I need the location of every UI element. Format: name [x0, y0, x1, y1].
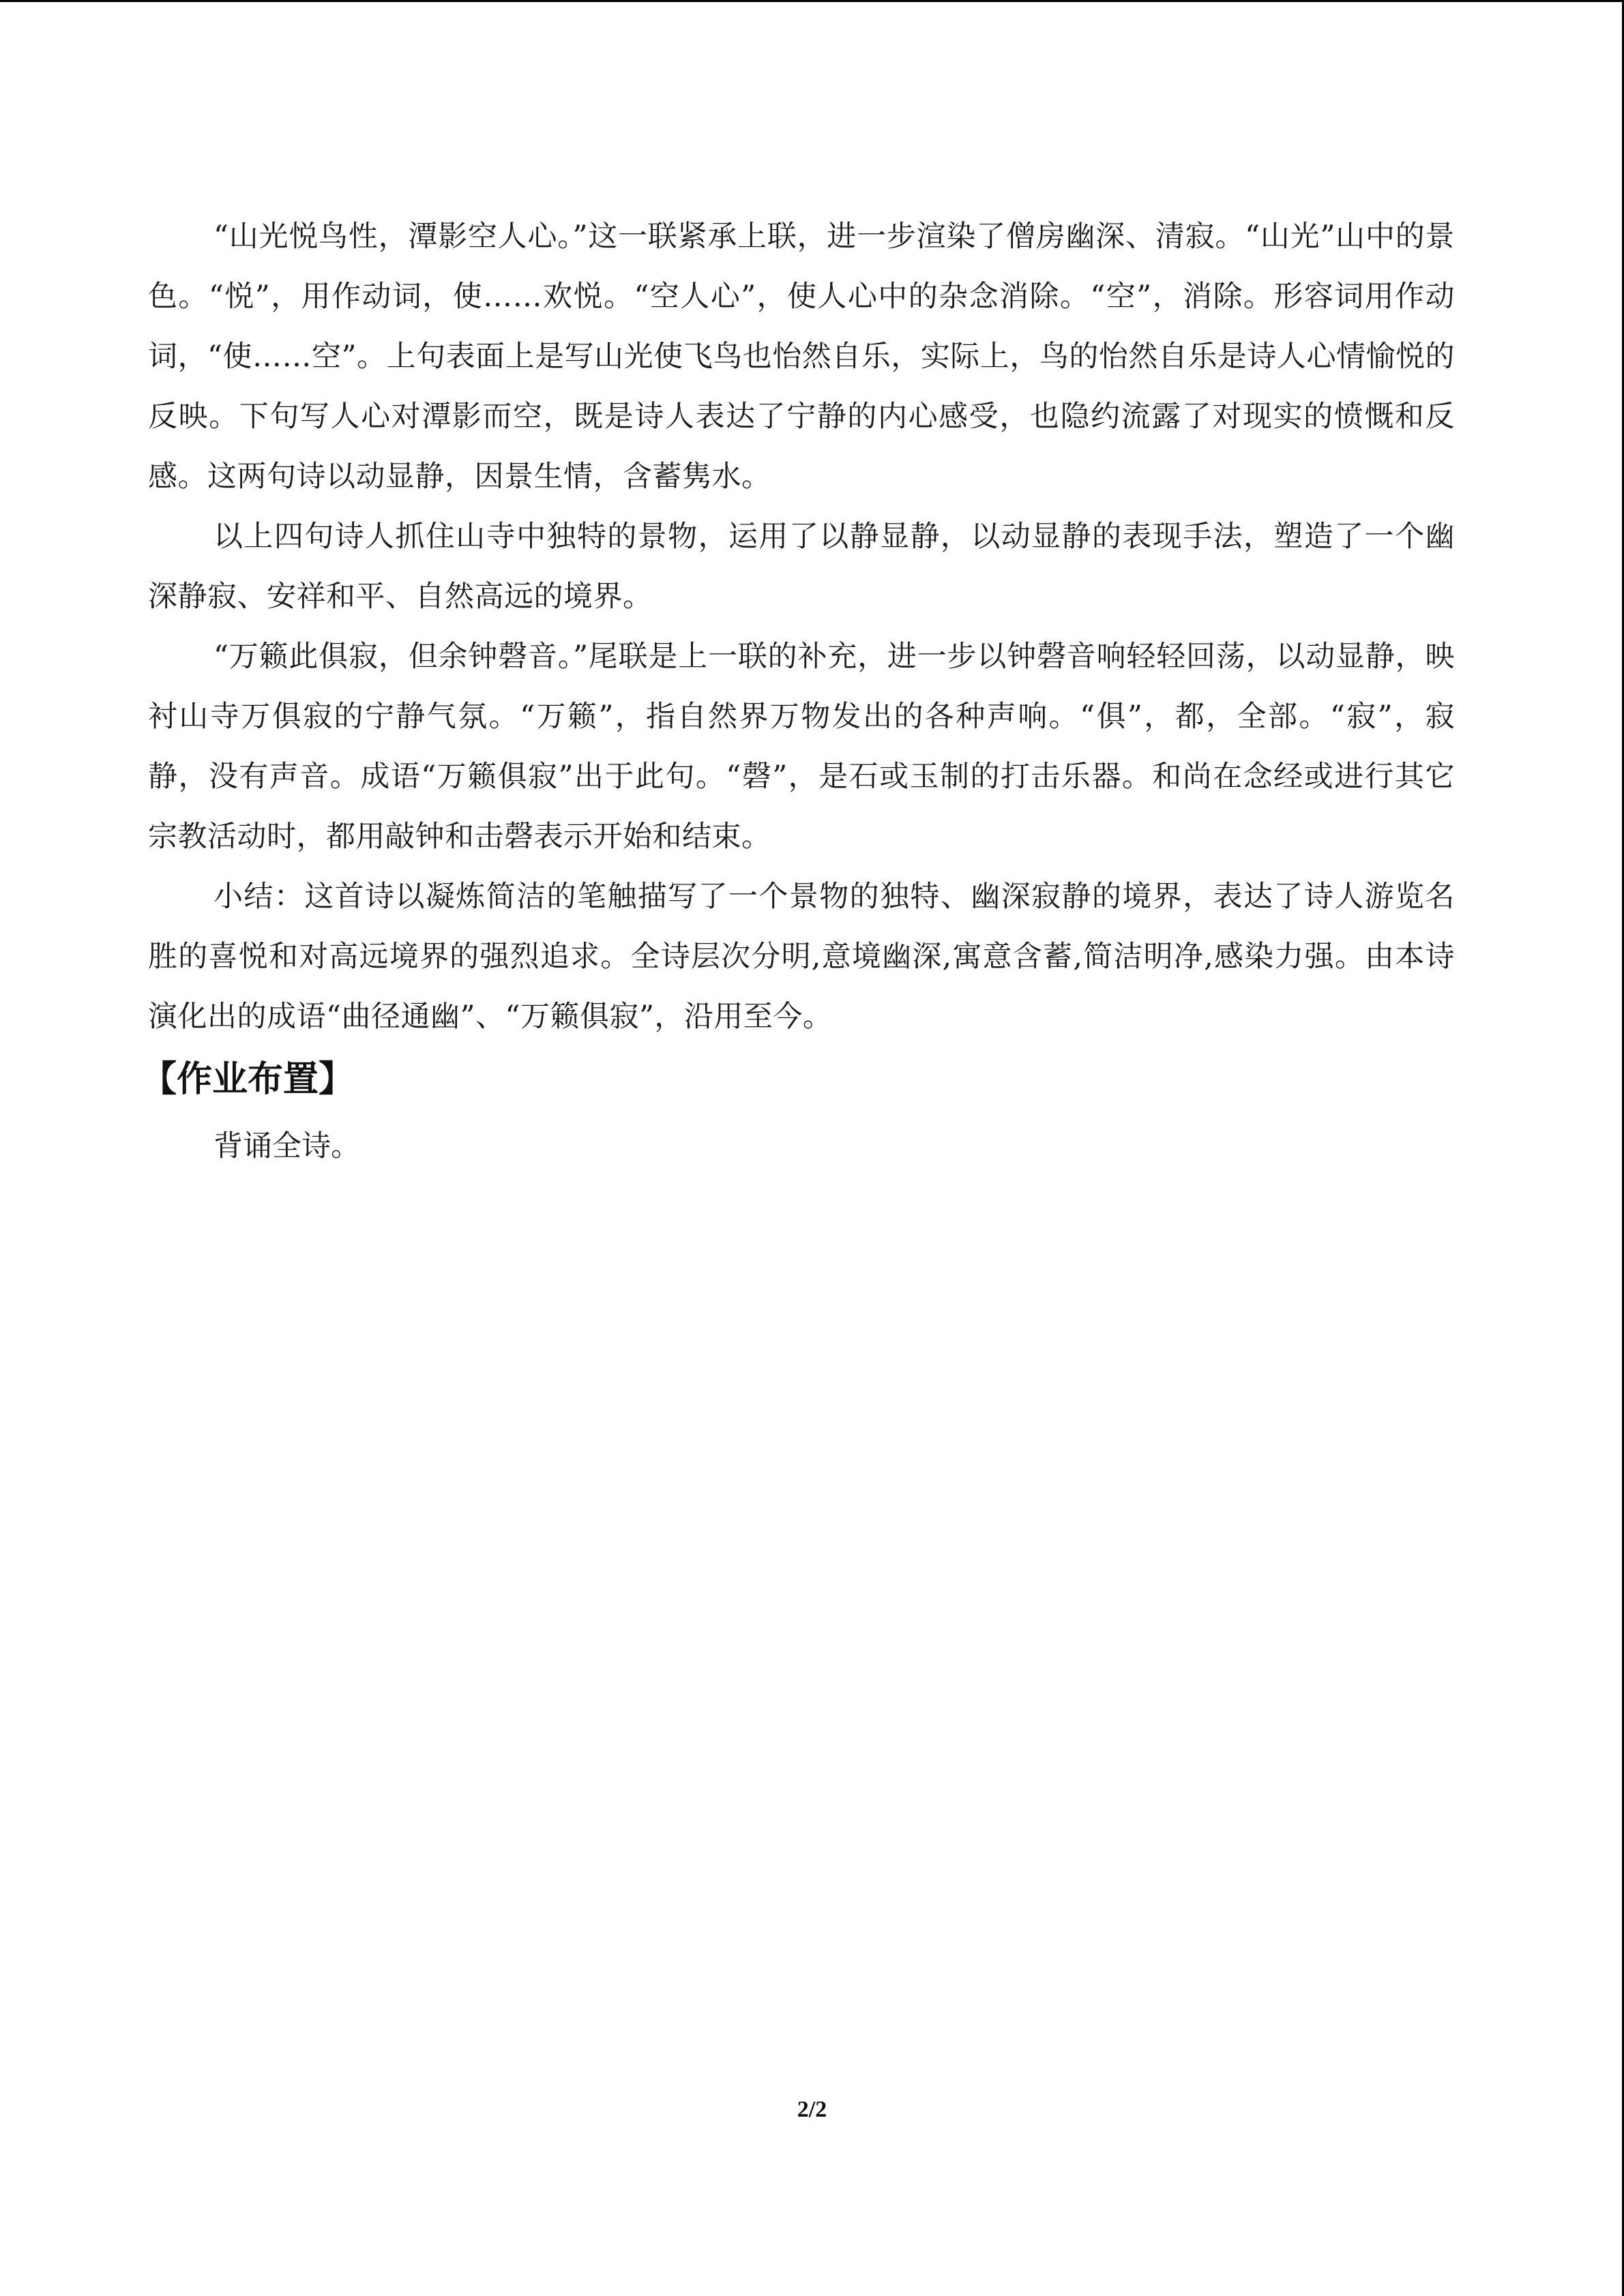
paragraph-conclusion: 小结：这首诗以凝炼简洁的笔触描写了一个景物的独特、幽深寂静的境界，表达了诗人游览名胜的喜悦和对高远境界的强烈追求。全诗层次分明,意境幽深,寓意含蓄,简洁明净,感染力强。由本诗演化出的成语“曲径通幽”、“万籁俱寂”，沿用至今。 — [148, 880, 1455, 1034]
homework-heading: 【作业布置】 — [141, 1059, 355, 1100]
paragraph-line-analysis: “山光悦鸟性，潭影空人心。”这一联紧承上联，进一步渲染了僧房幽深、清寂。“山光”山中的景色。“悦”，用作动词，使……欢悦。“空人心”，使人心中的杂念消除。“空”，消除。形容词用作动词，“使……空”。上句表面上是写山光使飞鸟也怡然自乐，实际上，鸟的怡然自乐是诗人心情愉悦的反映。下句写人心对潭影而空，既是诗人表达了宁静的内心感受，也隐约流露了对现实的愤慨和反感。这两句诗以动显静，因景生情，含蓄隽水。 — [148, 220, 1455, 494]
homework-text: 背诵全诗。 — [213, 1129, 360, 1163]
document-body — [141, 207, 1455, 1176]
page-number: 2/2 — [797, 2097, 827, 2122]
paragraph-final-couplet: “万籁此俱寂，但余钟磬音。”尾联是上一联的补充，进一步以钟磬音响轻轻回荡，以动显静，映衬山寺万俱寂的宁静气氛。“万籁”，指自然界万物发出的各种声响。“俱”，都，全部。“寂”，寂静，没有声音。成语“万籁俱寂”出于此句。“磬”，是石或玉制的打击乐器。和尚在念经或进行其它宗教活动时，都用敲钟和击磬表示开始和结束。 — [148, 640, 1455, 854]
paragraph-summary-four-lines: 以上四句诗人抓住山寺中独特的景物，运用了以静显静，以动显静的表现手法，塑造了一个幽深静寂、安祥和平、自然高远的境界。 — [148, 520, 1455, 614]
